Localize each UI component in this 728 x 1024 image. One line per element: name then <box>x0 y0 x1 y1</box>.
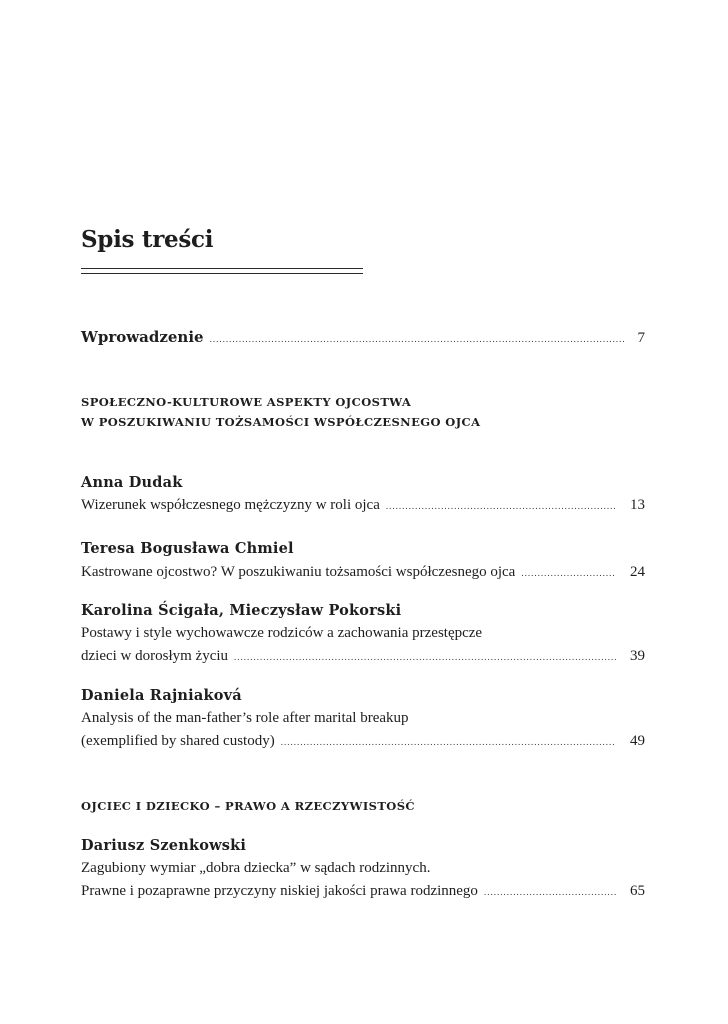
entry-title-line: Analysis of the man-father’s role after marital breakup <box>81 710 409 726</box>
page-number: 7 <box>637 330 645 346</box>
entry-title: Prawne i pozaprawne przyczyny niskiej jakości prawa rodzinnego <box>81 883 478 899</box>
dot-leader <box>386 501 616 511</box>
toc-entry[interactable] <box>81 648 645 665</box>
entry-title-line: Postawy i style wychowawcze rodziców a zachowania przestępcze <box>81 625 483 641</box>
dot-leader <box>521 568 616 578</box>
page-number: 24 <box>630 564 645 580</box>
entry-title: Wprowadzenie <box>81 328 204 346</box>
section-heading-line-2: W POSZUKIWANIU TOŻSAMOŚCI WSPÓŁCZESNEGO OJCA <box>81 415 481 429</box>
page-title: Spis treści <box>81 226 214 253</box>
entry-title-line: Zagubiony wymiar „dobra dziecka” w sądach rodzinnych. <box>81 860 431 876</box>
toc-entry[interactable] <box>81 564 645 581</box>
toc-entry[interactable] <box>81 733 645 750</box>
entry-title: Kastrowane ojcostwo? W poszukiwaniu tożsamości współczesnego ojca <box>81 564 516 580</box>
entry-author: Teresa Bogusława Chmiel <box>81 540 294 557</box>
dot-leader <box>281 737 616 747</box>
title-underline-top <box>81 268 363 269</box>
title-underline-bottom <box>81 273 363 274</box>
page-number: 65 <box>630 883 645 899</box>
page-number: 39 <box>630 648 645 664</box>
entry-title: Wizerunek współczesnego mężczyzny w roli ojca <box>81 497 380 513</box>
entry-author: Dariusz Szenkowski <box>81 837 247 854</box>
dot-leader <box>210 334 624 344</box>
entry-author: Daniela Rajniaková <box>81 687 242 704</box>
entry-title: dzieci w dorosłym życiu <box>81 648 229 664</box>
toc-entry[interactable] <box>81 497 645 514</box>
page-number: 13 <box>630 497 645 513</box>
entry-author: Anna Dudak <box>81 474 183 491</box>
entry-author: Karolina Ścigała, Mieczysław Pokorski <box>81 602 402 619</box>
section-heading-line-1: SPOŁECZNO-KULTUROWE ASPEKTY OJCOSTWA <box>81 395 412 409</box>
section-heading-line-1: OJCIEC I DZIECKO – PRAWO A RZECZYWISTOŚĆ <box>81 799 415 813</box>
dot-leader <box>484 887 616 897</box>
entry-title: (exemplified by shared custody) <box>81 733 275 749</box>
toc-entry-introduction[interactable] <box>81 328 645 347</box>
dot-leader <box>234 652 616 662</box>
toc-entry[interactable] <box>81 883 645 900</box>
page-number: 49 <box>630 733 645 749</box>
